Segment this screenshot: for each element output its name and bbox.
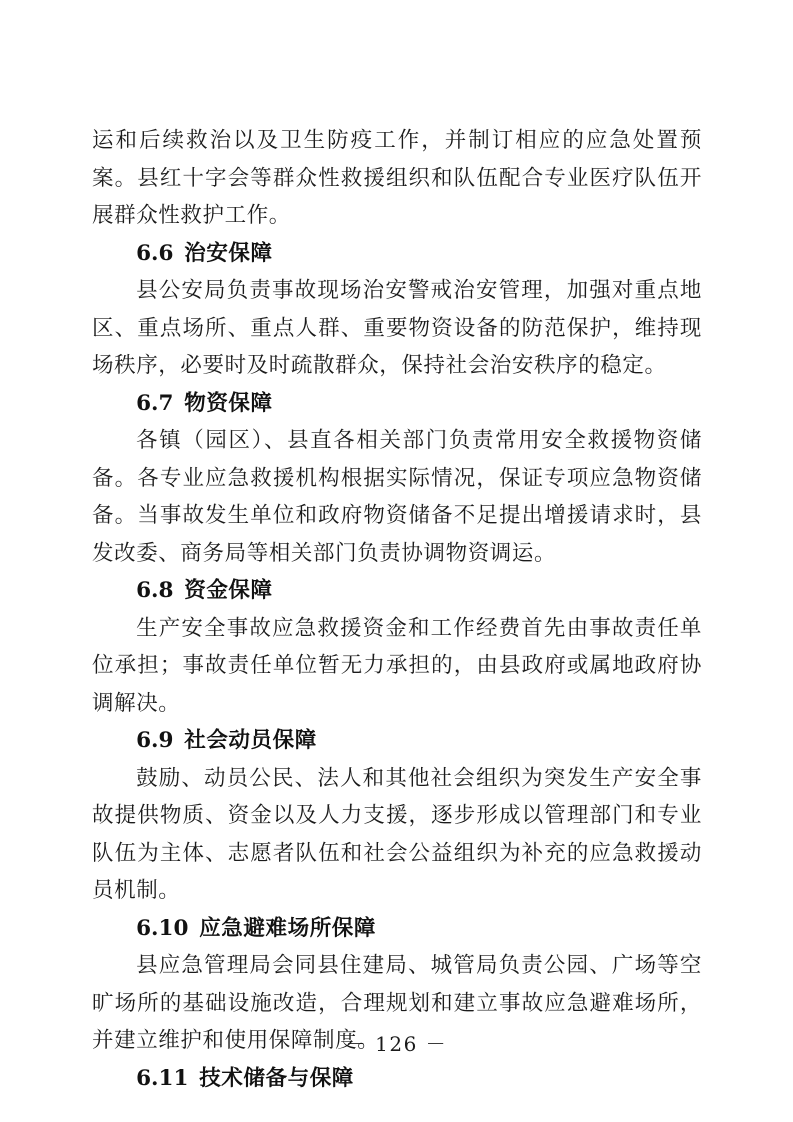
paragraph-continuation: 运和后续救治以及卫生防疫工作，并制订相应的应急处置预案。县红十字会等群众性救援组织和队伍配合专业医疗队伍开展群众性救护工作。 xyxy=(92,128,702,228)
page-content xyxy=(92,122,702,1097)
section-heading-6-8 xyxy=(92,572,702,610)
paragraph-6-7: 各镇（园区）、县直各相关部门负责常用安全救援物资储备。各专业应急救援机构根据实际情况，保证专项应急物资储备。当事故发生单位和政府物资储备不足提出增援请求时，县发改委、商务局等相关部门负责协调物资调运。 xyxy=(92,428,702,566)
section-number: 6.8 xyxy=(136,578,174,603)
section-heading-6-9 xyxy=(92,722,702,760)
section-number: 6.10 xyxy=(136,915,189,941)
section-heading-6-7 xyxy=(92,385,702,423)
paragraph-6-6: 县公安局负责事故现场治安警戒治安管理，加强对重点地区、重点场所、重点人群、重要物资设备的防范保护，维持现场秩序，必要时及时疏散群众，保持社会治安秩序的稳定。 xyxy=(92,278,702,378)
section-title: 应急避难场所保障 xyxy=(199,915,376,941)
section-title: 治安保障 xyxy=(184,240,273,266)
section-title: 资金保障 xyxy=(184,578,273,603)
section-heading-6-11 xyxy=(92,1060,702,1098)
paragraph-6-8: 生产安全事故应急救援资金和工作经费首先由事故责任单位承担；事故责任单位暂无力承担的，由县政府或属地政府协调解决。 xyxy=(92,615,702,716)
section-number: 6.9 xyxy=(136,728,174,753)
section-title: 物资保障 xyxy=(184,390,273,416)
section-title: 技术储备与保障 xyxy=(199,1065,354,1091)
section-number: 6.7 xyxy=(136,390,174,416)
page-number-footer: － 126 － xyxy=(345,1032,448,1056)
paragraph-6-9: 鼓励、动员公民、法人和其他社会组织为突发生产安全事故提供物质、资金以及人力支援，逐步形成以管理部门和专业队伍为主体、志愿者队伍和社会公益组织为补充的应急救援动员机制。 xyxy=(92,765,702,903)
section-heading-6-10 xyxy=(92,910,702,948)
section-title: 社会动员保障 xyxy=(184,728,317,753)
section-number: 6.11 xyxy=(136,1065,189,1091)
section-heading-6-6 xyxy=(92,235,702,273)
paragraph-6-10: 县应急管理局会同县住建局、城管局负责公园、广场等空旷场所的基础设施改造，合理规划和建立事故应急避难场所，并建立维护和使用保障制度。 xyxy=(92,953,702,1053)
section-number: 6.6 xyxy=(136,240,174,266)
